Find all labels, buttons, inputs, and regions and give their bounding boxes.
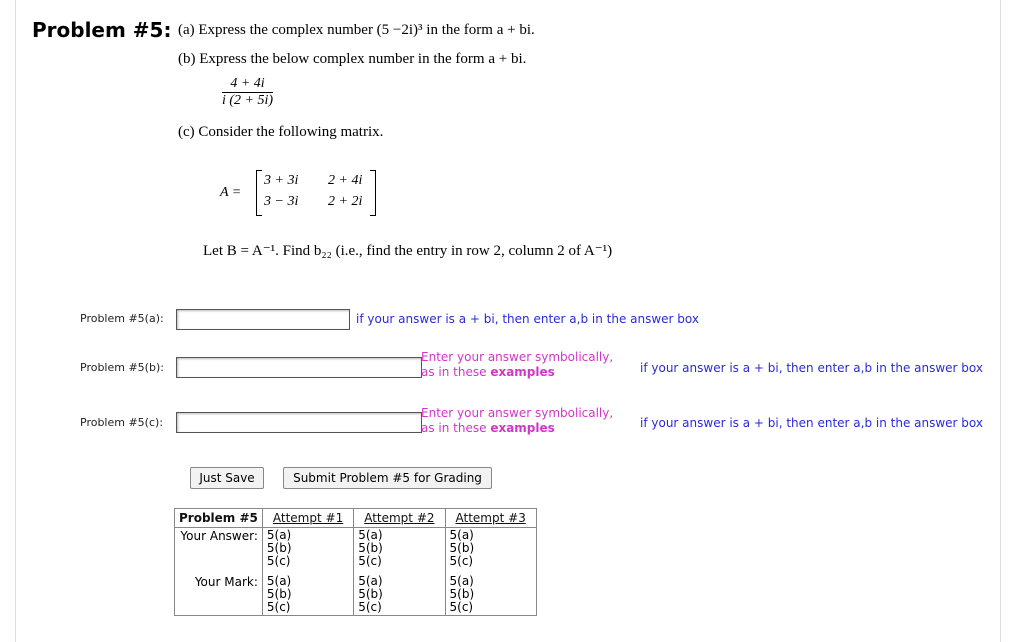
matrix-label: A =: [220, 185, 242, 200]
part-a: 5(a): [449, 574, 474, 588]
attempt-1-marks: [262, 569, 353, 616]
part-b: 5(b): [449, 587, 475, 601]
answer-label-c: Problem #5(c):: [80, 416, 164, 429]
matrix-cell: 3 + 3i: [264, 173, 299, 188]
examples-link[interactable]: examples: [490, 421, 555, 435]
symbolic-hint-c: [421, 406, 613, 436]
answer-label-b: Problem #5(b):: [80, 361, 164, 374]
your-answer-label: Your Answer:: [175, 528, 263, 570]
attempt-1-answers: [262, 528, 353, 570]
part-a: 5(a): [358, 528, 383, 542]
matrix-left-bracket: [256, 170, 262, 216]
part-c: 5(c): [449, 554, 474, 568]
part-a: 5(a): [449, 528, 474, 542]
hint-a: if your answer is a + bi, then enter a,b in the answer box: [356, 312, 699, 326]
symbolic-hint-text: as in these: [421, 421, 491, 435]
matrix-A: [256, 170, 376, 214]
symbolic-hint-b: [421, 350, 613, 380]
just-save-button[interactable]: Just Save: [190, 467, 264, 489]
part-a: 5(a): [358, 574, 383, 588]
part-b: 5(b): [449, 541, 475, 555]
your-mark-label: Your Mark:: [175, 569, 263, 616]
part-a: 5(a): [266, 574, 292, 588]
symbolic-hint-line1: Enter your answer symbolically,: [421, 406, 614, 420]
attempts-header: Problem #5: [175, 509, 263, 528]
attempt-1-header[interactable]: Attempt #1: [262, 509, 353, 528]
part-c: 5(c): [266, 554, 291, 568]
attempt-2-answers: [354, 528, 445, 570]
fraction-denominator: i (2 + 5i): [222, 93, 274, 108]
find-entry-text: Let B = A⁻¹. Find b₂₂ (i.e., find the entry in row 2, column 2 of A⁻¹): [203, 243, 613, 259]
attempt-2-header[interactable]: Attempt #2: [354, 509, 445, 528]
complex-fraction: [222, 76, 273, 109]
part-c: 5(c): [358, 554, 382, 568]
problem-title: Problem #5:: [32, 18, 172, 42]
answer-input-a[interactable]: [176, 309, 350, 330]
answer-input-c[interactable]: [176, 412, 422, 433]
part-c-text: (c) Consider the following matrix.: [178, 124, 384, 140]
submit-button[interactable]: Submit Problem #5 for Grading: [283, 467, 492, 489]
part-a-text: (a) Express the complex number (5 −2i)³ in the form a + bi.: [178, 22, 535, 38]
part-c: 5(c): [358, 600, 382, 614]
hint-c: if your answer is a + bi, then enter a,b in the answer box: [640, 416, 983, 430]
matrix-right-bracket: [370, 170, 376, 216]
hint-b: if your answer is a + bi, then enter a,b in the answer box: [640, 361, 983, 375]
part-c: 5(c): [449, 600, 474, 614]
answer-label-a: Problem #5(a):: [80, 312, 164, 325]
matrix-cell: 3 − 3i: [264, 194, 299, 209]
matrix-cell: 2 + 2i: [328, 194, 363, 209]
answer-input-b[interactable]: [176, 357, 422, 378]
symbolic-hint-line2: [421, 421, 613, 436]
fraction-numerator: 4 + 4i: [222, 76, 273, 93]
part-b: 5(b): [266, 587, 292, 601]
attempts-table: [174, 508, 537, 616]
matrix-cell: 2 + 4i: [328, 173, 363, 188]
symbolic-hint-line2: [421, 365, 613, 380]
attempt-2-marks: [354, 569, 445, 616]
attempt-3-header[interactable]: Attempt #3: [445, 509, 536, 528]
examples-link[interactable]: examples: [490, 365, 555, 379]
attempt-3-answers: [445, 528, 536, 570]
part-b: 5(b): [358, 587, 383, 601]
part-b: 5(b): [358, 541, 383, 555]
attempt-3-marks: [445, 569, 536, 616]
symbolic-hint-line1: Enter your answer symbolically,: [421, 350, 614, 364]
symbolic-hint-text: as in these: [421, 365, 491, 379]
part-c: 5(c): [266, 600, 291, 614]
part-b-text: (b) Express the below complex number in the form a + bi.: [178, 51, 527, 67]
part-a: 5(a): [266, 528, 292, 542]
part-b: 5(b): [266, 541, 292, 555]
